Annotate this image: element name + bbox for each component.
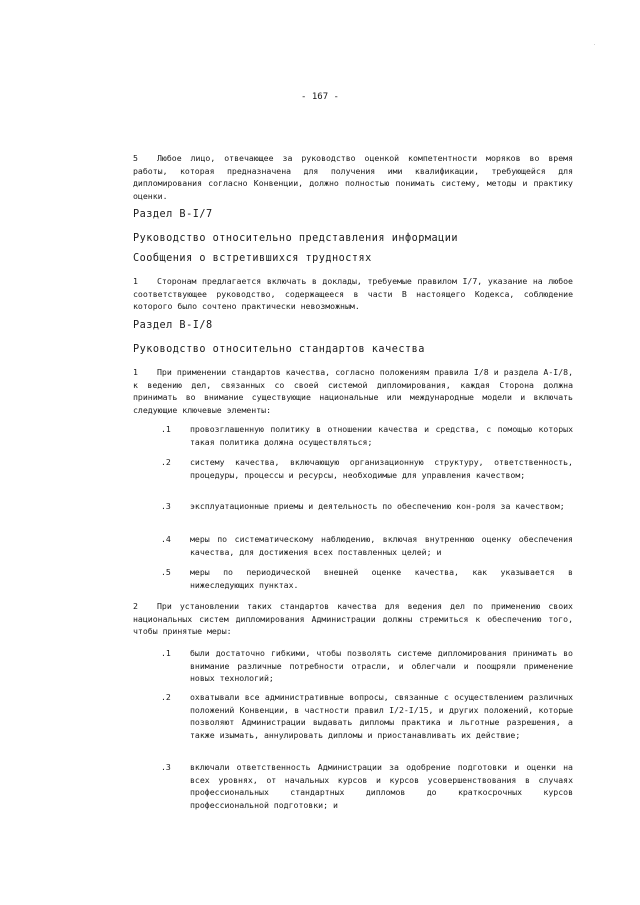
item-number: .1: [161, 648, 171, 658]
item-number: .1: [161, 424, 171, 434]
item-text: провозглашенную политику в отношении качества и средства, с помощью которых такая политика должна осуществляться;: [190, 424, 573, 447]
list-item: [161, 423, 573, 448]
paragraph-text: При применении стандартов качества, согласно положениям правила I/8 и раздела A-I/8, к ведению дел, связанных со своей системой дипломирования, каждая Сторона должна принимать во внимание существующие национальные или международные модели и включать следующие ключевые элементы:: [133, 367, 573, 415]
item-text: были достаточно гибкими, чтобы позволять системе дипломирования принимать во внимание различные потребности отрасли, и облегчали и поощряли применение новых технологий;: [190, 648, 573, 684]
quality-standards-heading: Руководство относительно стандартов качества: [133, 344, 425, 355]
item-text: эксплуатационные приемы и деятельность по обеспечению кон-роля за качеством;: [190, 501, 565, 511]
paragraph-number: 1: [133, 276, 138, 286]
item-number: .4: [161, 534, 171, 544]
list-item: [161, 500, 573, 513]
section-b-i-8-heading: Раздел B-I/8: [133, 320, 213, 331]
paragraph-text: Сторонам предлагается включать в доклады, требуемые правилом I/7, указание на любое соответствующее руководство, содержащееся в части В настоящего Кодекса, соблюдение которого было сочтено практически невозможным.: [133, 276, 573, 312]
paragraph-text: Любое лицо, отвечающее за руководство оценкой компетентности моряков во время работы, которая предназначена для получения ими квалификации, требующейся для дипломирования согласно Конвенции, должно полностью понимать систему, методы и практику оценки.: [133, 153, 573, 201]
item-text: систему качества, включающую организационную структуру, ответственность, процедуры, процессы и ресурсы, необходимые для управления качеством;: [190, 457, 573, 480]
page-number: - 167 -: [301, 92, 339, 102]
item-number: .2: [161, 692, 171, 702]
section-b-i-7-heading: Раздел B-I/7: [133, 209, 213, 220]
list-item: [161, 691, 573, 741]
list-item: [161, 761, 573, 811]
list-item: [161, 566, 573, 591]
item-text: включали ответственность Администрации за одобрение подготовки и оценки на всех уровнях, от начальных курсов и курсов усовершенствования в случаях профессиональных стандартных дипломов до краткосрочных курсов профессиональной подготовки; и: [190, 762, 573, 810]
paragraph-number: 1: [133, 367, 138, 377]
paragraph-1-information: [133, 275, 573, 313]
paragraph-1-quality: [133, 366, 573, 416]
paragraph-text: При установлении таких стандартов качества для ведения дел по применению своих национальных систем дипломирования Администрации должны стремиться к обеспечению того, чтобы принятые меры:: [133, 601, 573, 637]
difficulties-heading: Сообщения о встретившихся трудностях: [133, 253, 372, 264]
list-item: [161, 456, 573, 481]
list-item: [161, 647, 573, 685]
list-item: [161, 533, 573, 558]
item-number: .5: [161, 567, 171, 577]
guidance-information-heading: Руководство относительно представления информации: [133, 233, 459, 244]
item-number: .2: [161, 457, 171, 467]
paragraph-5: [133, 152, 573, 202]
item-text: меры по периодической внешней оценке качества, как указывается в нижеследующих пунктах.: [190, 567, 573, 590]
paragraph-number: 5: [133, 153, 138, 163]
paragraph-2-quality: [133, 600, 573, 638]
paragraph-number: 2: [133, 601, 138, 611]
item-text: меры по систематическому наблюдению, включая внутреннюю оценку обеспечения качества, для достижения всех поставленных целей; и: [190, 534, 573, 557]
item-text: охватывали все административные вопросы, связанные с осуществлением различных положений Конвенции, в частности правил I/2-I/15, и других положений, которые позволяют Администрации выдавать дипломы практика и льготные разрешения, а также изымать, аннулировать дипломы и приостанавливать их действие;: [190, 692, 573, 740]
scan-mark: [594, 44, 595, 45]
item-number: .3: [161, 501, 171, 511]
item-number: .3: [161, 762, 171, 772]
